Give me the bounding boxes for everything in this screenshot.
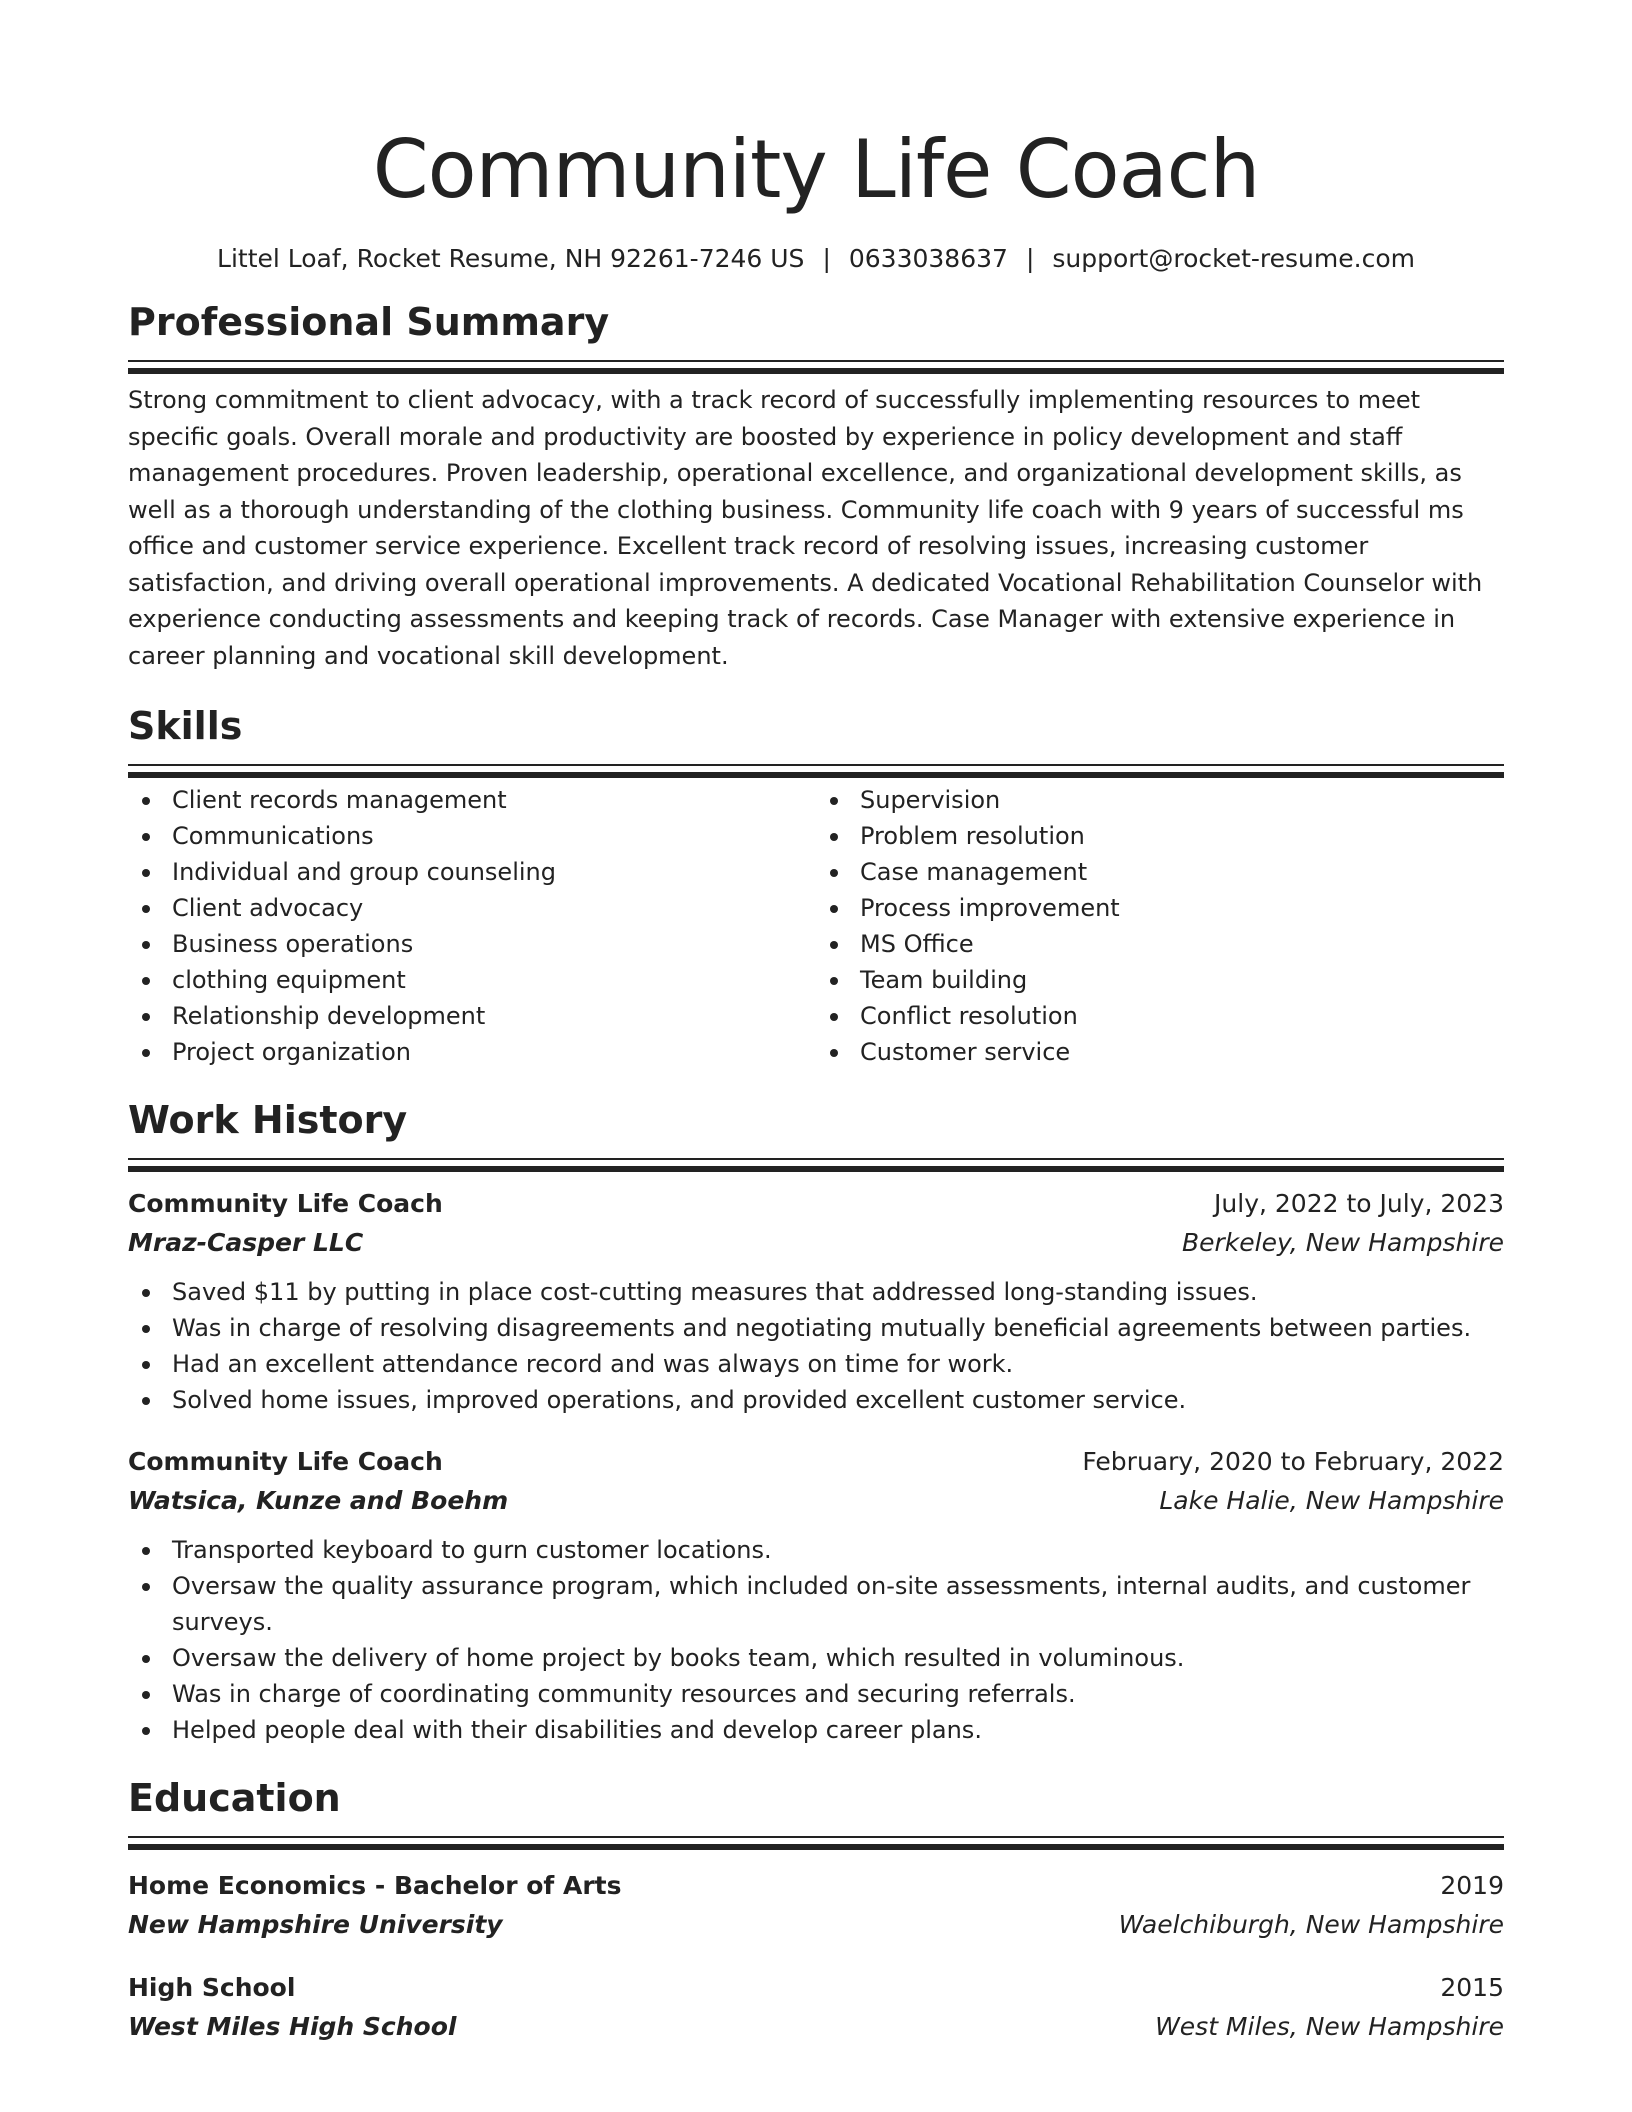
education-entry-subheader [128, 2007, 1504, 2046]
job-bullet: Oversaw the quality assurance program, which included on-site assessments, internal audits, and customer surveys. [128, 1568, 1504, 1640]
education-year: 2019 [1440, 1871, 1504, 1900]
job-bullet: Solved home issues, improved operations, and provided excellent customer service. [128, 1382, 1504, 1418]
skill-item: Client advocacy [128, 890, 816, 926]
skills-column-left [128, 782, 816, 1070]
contact-address: Littel Loaf, Rocket Resume, NH 92261-7246 US [217, 244, 805, 273]
work-entry [128, 1442, 1504, 1748]
job-bullet: Was in charge of resolving disagreements and negotiating mutually beneficial agreements between parties. [128, 1310, 1504, 1346]
job-company: Watsica, Kunze and Boehm [128, 1486, 509, 1515]
job-company: Mraz-Casper LLC [128, 1228, 364, 1257]
section-title-education: Education [128, 1776, 341, 1820]
work-entry-subheader [128, 1481, 1504, 1520]
section-title-work: Work History [128, 1098, 408, 1142]
skill-item: clothing equipment [128, 962, 816, 998]
job-bullet: Oversaw the delivery of home project by books team, which resulted in voluminous. [128, 1640, 1504, 1676]
education-entry [128, 1968, 1504, 2046]
section-divider [128, 1836, 1504, 1848]
education-entry [128, 1866, 1504, 1944]
job-title: Community Life Coach [128, 1189, 443, 1218]
skill-item: Individual and group counseling [128, 854, 816, 890]
education-entry-header [128, 1866, 1504, 1905]
job-bullet: Transported keyboard to gurn customer locations. [128, 1532, 1504, 1568]
contact-phone: 0633038637 [848, 244, 1008, 273]
education-degree: Home Economics - Bachelor of Arts [128, 1871, 622, 1900]
education-school: West Miles High School [128, 2012, 457, 2041]
skill-item: Supervision [816, 782, 1504, 818]
skill-item: Problem resolution [816, 818, 1504, 854]
skill-item: Customer service [816, 1034, 1504, 1070]
skill-item: Client records management [128, 782, 816, 818]
job-dates: February, 2020 to February, 2022 [1082, 1447, 1504, 1476]
work-entry-subheader [128, 1223, 1504, 1262]
skill-item: Conflict resolution [816, 998, 1504, 1034]
resume-name: Community Life Coach [372, 123, 1260, 216]
job-location: Lake Halie, New Hampshire [1159, 1486, 1504, 1515]
job-bullets [128, 1274, 1504, 1418]
section-divider [128, 1158, 1504, 1170]
contact-separator: | [1025, 244, 1035, 273]
education-school: New Hampshire University [128, 1910, 503, 1939]
section-title-summary: Professional Summary [128, 300, 610, 344]
contact-email: support@rocket-resume.com [1052, 244, 1415, 273]
skill-item: Relationship development [128, 998, 816, 1034]
education-entry-subheader [128, 1905, 1504, 1944]
job-dates: July, 2022 to July, 2023 [1214, 1189, 1504, 1218]
section-title-skills: Skills [128, 704, 243, 748]
job-title: Community Life Coach [128, 1447, 443, 1476]
work-entry-header [128, 1184, 1504, 1223]
skill-item: MS Office [816, 926, 1504, 962]
summary-text: Strong commitment to client advocacy, with a track record of successfully implementing resources to meet specific goals. Overall morale and productivity are boosted by experience in policy development and staff management procedures. Proven leadership, operational excellence, and organizational development skills, as well as a thorough understanding of the clothing business. Community life coach with 9 years of successful ms office and customer service experience. Excellent track record of resolving issues, increasing customer satisfaction, and driving overall operational improvements. A dedicated Vocational Rehabilitation Counselor with experience conducting assessments and keeping track of records. Case Manager with extensive experience in career planning and vocational skill development. [128, 386, 1483, 670]
skill-item: Case management [816, 854, 1504, 890]
education-year: 2015 [1440, 1973, 1504, 2002]
job-bullet: Had an excellent attendance record and was always on time for work. [128, 1346, 1504, 1382]
work-entry [128, 1184, 1504, 1418]
education-degree: High School [128, 1973, 296, 2002]
skills-list [128, 782, 1504, 1070]
job-bullet: Helped people deal with their disabilities and develop career plans. [128, 1712, 1504, 1748]
job-bullet: Was in charge of coordinating community resources and securing referrals. [128, 1676, 1504, 1712]
education-entry-header [128, 1968, 1504, 2007]
contact-separator: | [822, 244, 831, 273]
section-divider [128, 764, 1504, 776]
education-location: West Miles, New Hampshire [1155, 2012, 1504, 2041]
resume-page [128, 0, 1504, 2046]
skill-item: Project organization [128, 1034, 816, 1070]
skill-item: Process improvement [816, 890, 1504, 926]
work-entry-header [128, 1442, 1504, 1481]
job-location: Berkeley, New Hampshire [1181, 1228, 1504, 1257]
section-divider [128, 360, 1504, 372]
contact-line [128, 242, 1504, 276]
skill-item: Communications [128, 818, 816, 854]
job-bullet: Saved $11 by putting in place cost-cutting measures that addressed long-standing issues. [128, 1274, 1504, 1310]
skill-item: Team building [816, 962, 1504, 998]
education-location: Waelchiburgh, New Hampshire [1118, 1910, 1504, 1939]
skill-item: Business operations [128, 926, 816, 962]
skills-column-right [816, 782, 1504, 1070]
job-bullets [128, 1532, 1504, 1748]
